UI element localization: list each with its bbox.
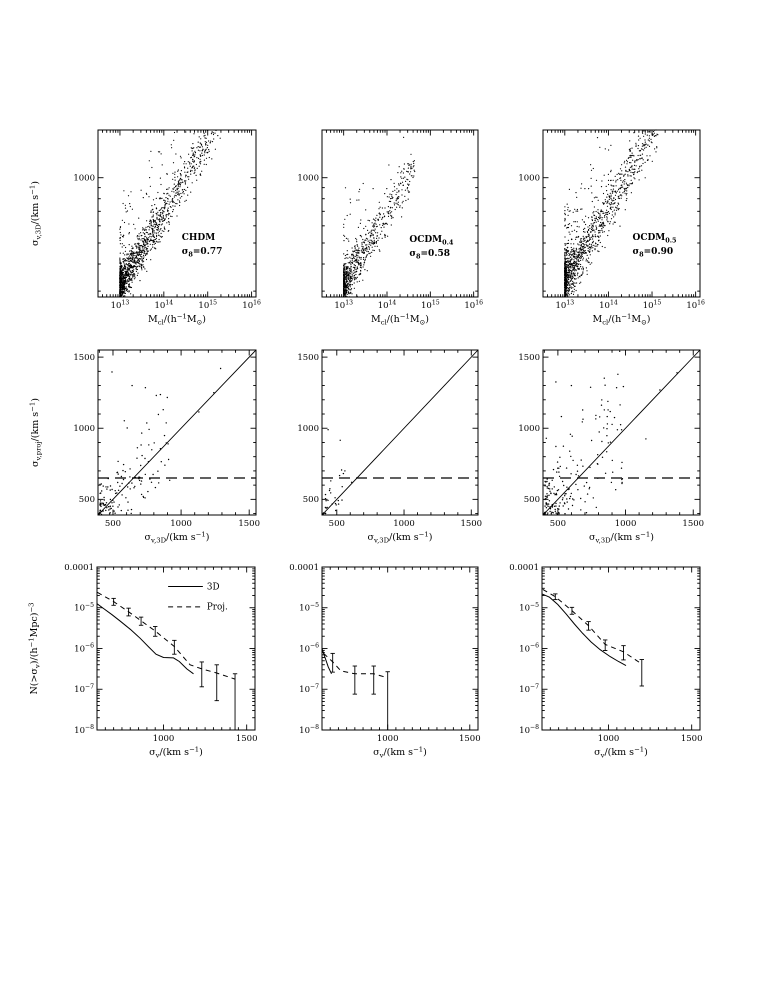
svg-text:10−7: $10^{-7}$ (74, 683, 94, 696)
svg-text:500: 500 (549, 519, 567, 529)
svg-text:1016: $10^{16}$ (686, 299, 705, 311)
svg-text:1016: $10^{16}$ (464, 299, 483, 311)
svg-text:1500: 1500 (235, 734, 258, 744)
svg-text:σ8=0.77: $\sigma_8=0.77$ (181, 247, 223, 259)
svg-text:σv,3D/(km s−1): $\sigma_{v,3D}/(km$ $s^{-1}$) (28, 181, 43, 246)
svg-text:10−5: $10^{-5}$ (299, 601, 319, 614)
svg-text:0.0001: 0.0001 (289, 562, 319, 573)
svg-text:N(>σv)/(h−1Mpc)−3: $N(>\sigma_v)/(h^{-1}Mpc)^{-3}$ (27, 602, 42, 695)
svg-text:1000: 1000 (518, 424, 540, 435)
svg-text:1000: 1000 (73, 424, 95, 435)
svg-text:1000: 1000 (152, 734, 175, 744)
svg-text:1015: $10^{15}$ (421, 299, 440, 311)
svg-text:1013: $10^{13}$ (334, 299, 353, 311)
svg-text:10−8: $10^{-8}$ (299, 724, 319, 736)
svg-text:CHDM: CHDM (181, 233, 216, 244)
svg-text:1016: $10^{16}$ (242, 299, 261, 311)
svg-text:σv/(km s−1): $\sigma_v/(km$ $s^{-1}$) (594, 745, 648, 760)
svg-text:σv,proj/(km s−1): $\sigma_{v,proj}/(km$ $s^{-1}$) (28, 398, 43, 467)
svg-text:1014: $10^{14}$ (154, 299, 174, 311)
svg-text:1013: $10^{13}$ (555, 299, 575, 311)
svg-text:1500: 1500 (460, 519, 483, 529)
svg-text:1500: 1500 (297, 352, 319, 363)
svg-text:500: 500 (523, 495, 540, 506)
svg-text:σv/(km s−1): $\sigma_v/(km$ $s^{-1}$) (149, 745, 203, 760)
svg-text:1014: $10^{14}$ (599, 299, 618, 311)
svg-text:σv,3D/(km s−1): $\sigma_{v,3D}/(km$ $s^{-1}$) (589, 530, 654, 545)
svg-text:σ8=0.58: $\sigma_8=0.58$ (409, 248, 450, 261)
svg-text:1000: 1000 (297, 173, 319, 184)
svg-text:1500: 1500 (73, 352, 95, 363)
svg-text:1015: $10^{15}$ (198, 299, 218, 311)
svg-text:10−7: $10^{-7}$ (299, 683, 319, 696)
svg-text:1000: 1000 (614, 519, 637, 529)
panel-top-middle (297, 130, 483, 326)
svg-text:10−5: $10^{-5}$ (74, 601, 94, 614)
svg-text:10−6: $10^{-6}$ (299, 642, 319, 655)
svg-text:500: 500 (78, 495, 95, 506)
svg-text:1015: $10^{15}$ (642, 299, 662, 311)
panel-mid-right (518, 350, 704, 544)
svg-text:1000: 1000 (393, 519, 415, 529)
svg-text:1500: 1500 (238, 519, 261, 529)
svg-text:1000: 1000 (376, 734, 399, 744)
svg-text:10−6: $10^{-6}$ (74, 642, 94, 655)
svg-text:1000: 1000 (597, 734, 620, 744)
svg-text:500: 500 (302, 495, 319, 506)
panel-mid-middle (297, 350, 482, 544)
panel-mid-left (28, 350, 260, 544)
svg-text:10−8: $10^{-8}$ (519, 724, 539, 736)
svg-text:Mcl/(h−1M⊙): $M_{cl}/(h^{-1}M_⊙)$ (147, 312, 207, 327)
svg-text:10−6: $10^{-6}$ (519, 642, 539, 655)
svg-text:500: 500 (328, 519, 345, 529)
panel-top-right (518, 129, 705, 326)
svg-text:10−5: $10^{-5}$ (519, 601, 539, 614)
svg-text:1000: 1000 (297, 424, 319, 435)
svg-text:OCDM0.4: $OCDM_{0.4}$ (409, 234, 454, 247)
svg-text:10−7: $10^{-7}$ (519, 683, 539, 696)
panel-top-left (28, 130, 261, 327)
svg-text:10−8: $10^{-8}$ (74, 724, 94, 736)
svg-text:1000: 1000 (73, 173, 95, 184)
svg-text:1500: 1500 (682, 519, 705, 529)
svg-text:0.0001: 0.0001 (64, 562, 94, 573)
panel-bottom-right (509, 563, 702, 760)
svg-text:Mcl/(h−1M⊙): $M_{cl}/(h^{-1}M_⊙)$ (592, 312, 651, 327)
panel-bottom-left (27, 563, 257, 760)
svg-text:1000: 1000 (170, 519, 192, 529)
svg-text:σv/(km s−1): $\sigma_v/(km$ $s^{-1}$) (373, 745, 427, 760)
panel-bottom-middle (289, 563, 480, 760)
svg-text:Proj.: Proj. (206, 602, 228, 613)
svg-text:1000: 1000 (518, 173, 540, 184)
svg-text:1500: 1500 (680, 734, 703, 744)
svg-text:1013: $10^{13}$ (110, 299, 130, 311)
svg-text:Mcl/(h−1M⊙): $M_{cl}/(h^{-1}M_⊙)$ (370, 312, 430, 327)
svg-text:1014: $10^{14}$ (377, 299, 397, 311)
svg-text:1500: 1500 (458, 734, 481, 744)
svg-text:σv,3D/(km s−1): $\sigma_{v,3D}/(km$ $s^{-1}$) (367, 530, 433, 545)
svg-text:σv,3D/(km s−1): $\sigma_{v,3D}/(km$ $s^{-1}$) (144, 530, 210, 545)
svg-text:OCDM0.5: $OCDM_{0.5}$ (632, 233, 677, 245)
svg-text:3D: 3D (206, 582, 220, 593)
svg-text:500: 500 (104, 519, 122, 529)
svg-text:1500: 1500 (518, 352, 540, 363)
svg-text:σ8=0.90: $\sigma_8=0.90$ (632, 247, 674, 259)
svg-text:0.0001: 0.0001 (509, 562, 539, 573)
